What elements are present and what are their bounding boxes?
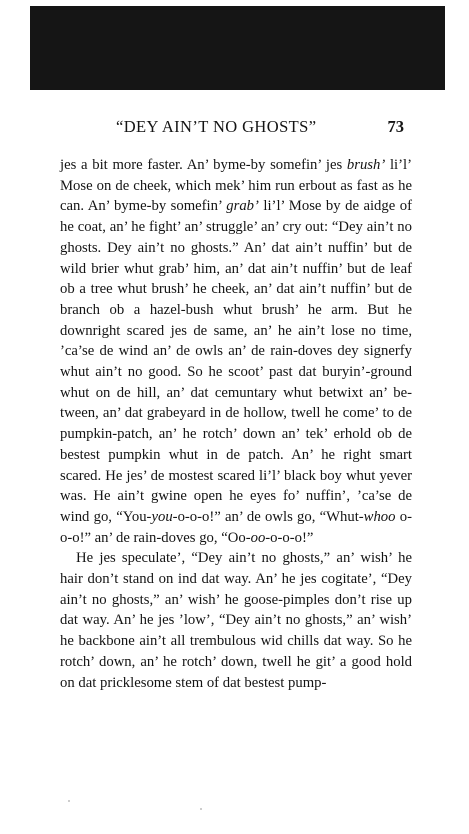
text-run-italic: you <box>151 508 173 525</box>
running-title: “DEY AIN’T NO GHOSTS” <box>116 117 317 136</box>
paragraph-2: He jes speculate’, “Dey ain’t no ghosts,” an’ wish’ he hair don’t stand on ind dat way. An’ he jes cogitate’, “Dey ain’t no ghosts,” an’ wish’ he goose-pimples don’t rise up dat way. An’ he jes ’low’, “Dey ain’t no ghosts,” an’ wish’ he backbone ain’t all trembulous wid chills dat way. So he rotch’ down, an’ he rotch’ down, twell he git’ a good hold on dat pricklesome stem of dat bestest pump- <box>60 550 412 691</box>
text-run-italic: whoo <box>363 508 396 525</box>
text-run-italic: oo <box>250 529 266 546</box>
text-run: o-o-o!” an’ de rain-doves go, “Oo- <box>60 508 412 546</box>
text-run: -o-o-o!” <box>265 529 314 546</box>
page-number: 73 <box>387 117 404 136</box>
text-run-italic: grab’ <box>226 198 259 215</box>
page-header <box>60 117 412 141</box>
text-run: jes a bit more faster. An’ byme-by somefin’ jes <box>60 157 347 173</box>
text-run: li’l’ Mose on de cheek, which mek’ him run erbout as fast as he can. An’ byme-by somefin’ <box>60 157 412 215</box>
page-body <box>60 155 412 693</box>
text-run: -o-o-o!” an’ de owls go, “Whut- <box>172 508 364 525</box>
scanned-margin-bar <box>30 6 445 90</box>
speck <box>200 808 202 810</box>
text-run: li’l’ Mose by de aidge of he coat, an’ he fight’ an’ struggle’ an’ cry out: “Dey ain’t no ghosts. Dey ain’t no ghosts.” An’ dat ain’t nuffin’ but de wild brier whut grab’ him, an’ dat ain’t nuffin’ but de leaf ob a tree whut brush’ he cheek, an’ dat ain’t nuffin’ but de branch ob a hazel-bush whut brush’ he arm. But he downright scared jes de same, an’ he ain’t lose no time, ’ca’se de wind an’ de owls an’ de rain-doves dey signerfy whut ain’t no good. So he scoot’ past dat buryin’-ground whut on de hill, an’ dat cemuntary whut betwixt an’ be-tween, an’ dat grabeyard in de hollow, twell he come’ to de pumpkin-patch, an’ he rotch’ down an’ tek’ erhold ob de bestest pumpkin whut in de patch. An’ he right smart scared. He jes’ de mostest scared li’l’ black boy whut yever was. He ain’t gwine open he eyes fo’ nuffin’, ’ca’se de wind go, “You- <box>60 198 412 525</box>
text-run-italic: brush’ <box>346 157 386 173</box>
paragraph-1 <box>60 155 412 548</box>
paper-specks <box>60 790 412 820</box>
speck <box>68 800 70 802</box>
